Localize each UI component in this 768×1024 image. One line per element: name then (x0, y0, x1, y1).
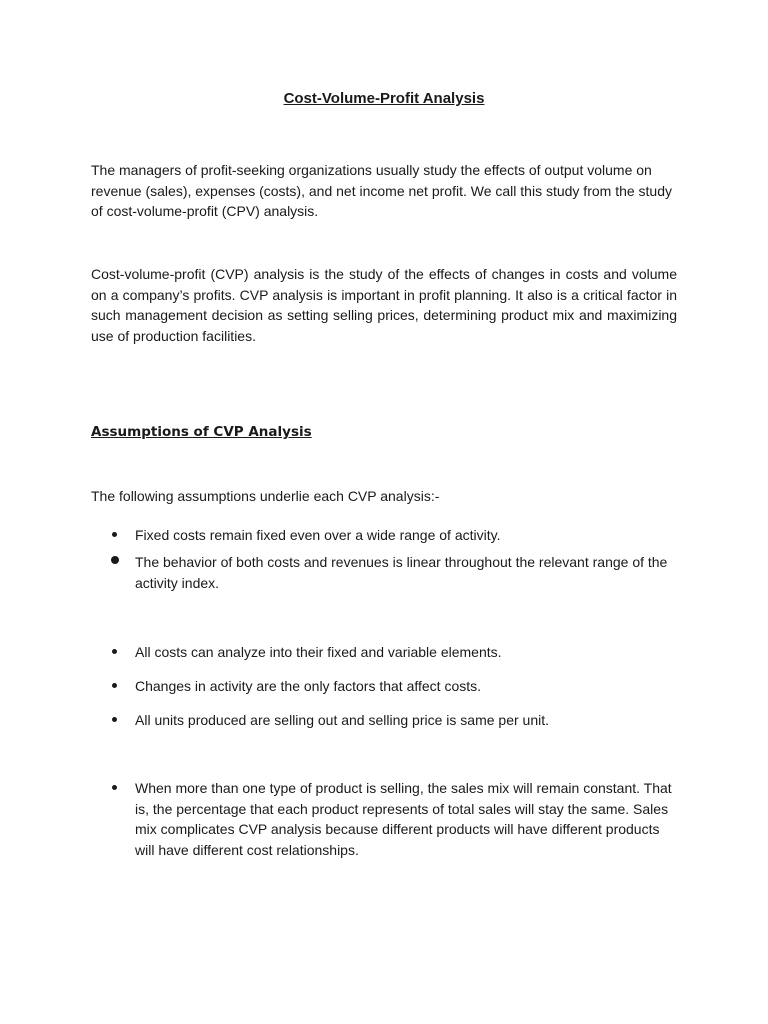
list-item (112, 676, 672, 697)
bullet-icon (112, 717, 117, 722)
bullet-icon (112, 532, 117, 537)
list-item (112, 710, 672, 731)
list-item (112, 778, 672, 860)
assumptions-lead: The following assumptions underlie each CVP analysis:- (91, 488, 440, 504)
list-item-text: All costs can analyze into their fixed and variable elements. (135, 644, 502, 660)
bullet-icon (112, 785, 117, 790)
list-item-text: All units produced are selling out and selling price is same per unit. (135, 712, 550, 728)
list-item-text: The behavior of both costs and revenues is linear throughout the relevant range of the activity index. (135, 554, 668, 591)
list-item (112, 552, 672, 593)
bullet-icon (112, 683, 117, 688)
list-item (112, 525, 672, 546)
list-item-text: When more than one type of product is selling, the sales mix will remain constant. That is, the percentage that each product represents of total sales will stay the same. Sales mix complicates CVP analysis because different products will have different products will have different cost relationships. (135, 780, 672, 858)
list-item-text: Fixed costs remain fixed even over a wide range of activity. (135, 527, 501, 543)
bullet-icon (111, 556, 119, 564)
intro-paragraph: The managers of profit-seeking organizations usually study the effects of output volume on revenue (sales), expenses (costs), and net income net profit. We call this study from the study of cost-volume-profit (CPV) analysis. (91, 162, 673, 219)
assumptions-heading: Assumptions of CVP Analysis (91, 424, 312, 440)
list-item-text: Changes in activity are the only factors that affect costs. (135, 678, 482, 694)
bullet-icon (112, 649, 117, 654)
definition-paragraph: Cost-volume-profit (CVP) analysis is the study of the effects of changes in costs and volume on a company’s profits. CVP analysis is important in profit planning. It also is a critical factor in such management decision as setting selling prices, determining product mix and maximizing use of production facilities. (91, 266, 677, 344)
list-item (112, 642, 672, 663)
page-title: Cost-Volume-Profit Analysis (283, 90, 485, 107)
